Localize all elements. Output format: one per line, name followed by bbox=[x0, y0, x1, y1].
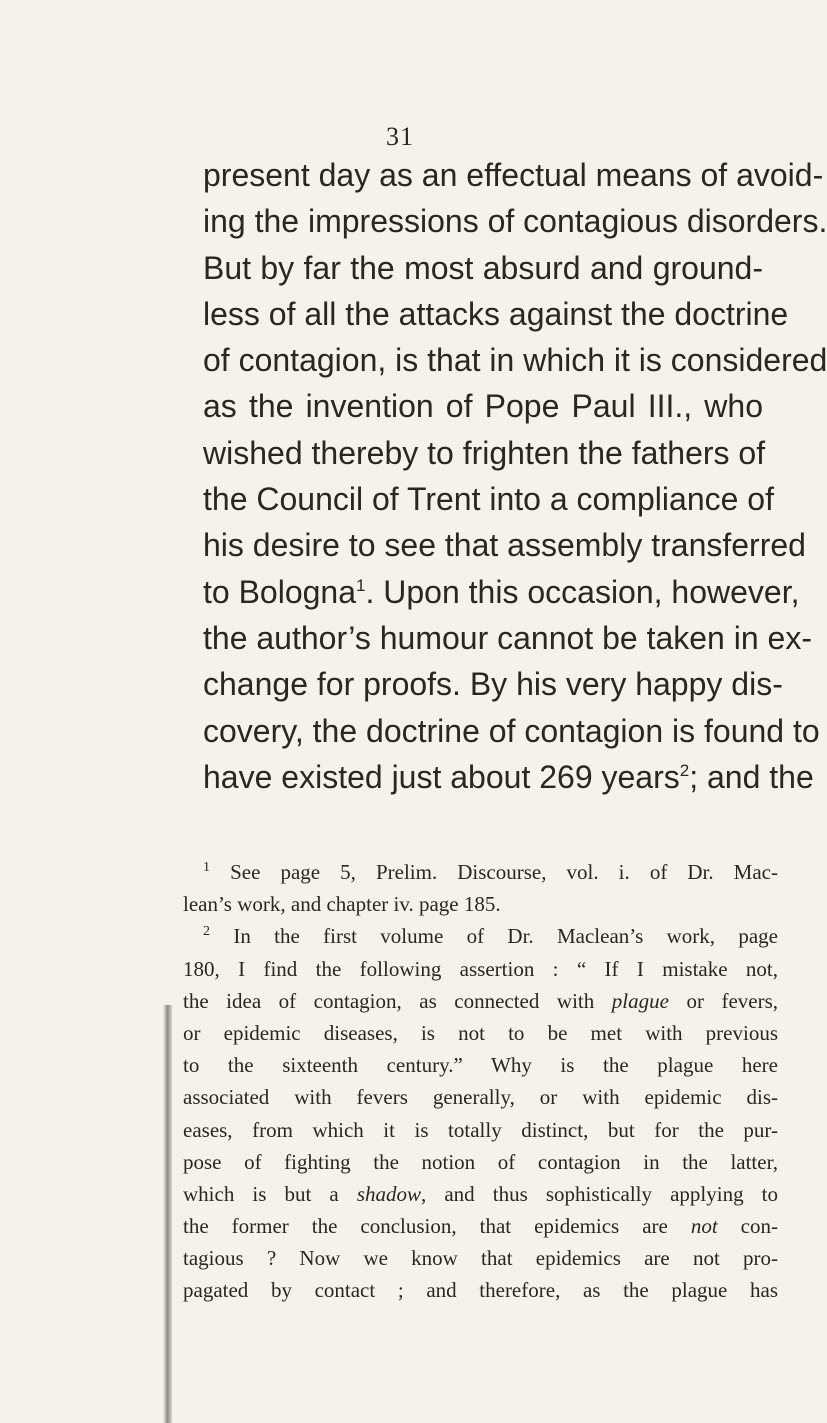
footnote-text: the idea of contagion, as connected with bbox=[183, 988, 612, 1013]
body-line-years bbox=[203, 754, 814, 800]
footnote-2-line: pose of fighting the notion of contagion in the latter, bbox=[183, 1149, 778, 1174]
footnote-text: In the first volume of Dr. Maclean’s work, page bbox=[233, 924, 778, 949]
body-line: the Council of Trent into a compliance of bbox=[203, 481, 774, 518]
body-text-fragment: ; and the bbox=[689, 758, 814, 795]
body-line: wished thereby to frighten the fathers of bbox=[203, 434, 766, 471]
footnote-2-line: to the sixteenth century.” Why is the plague here bbox=[183, 1053, 778, 1078]
footnote-text: or fevers, bbox=[668, 988, 779, 1013]
footnote-mark-1: 1 bbox=[203, 860, 210, 875]
body-text-fragment: . Upon this occasion, however, bbox=[365, 573, 800, 610]
body-line: covery, the doctrine of contagion is found to bbox=[203, 712, 820, 749]
body-line: the author’s humour cannot be taken in ex- bbox=[203, 619, 812, 656]
body-line: ing the impressions of contagious disorders. bbox=[203, 203, 827, 240]
footnote-text: See page 5, Prelim. Discourse, vol. i. of Dr. Mac- bbox=[230, 860, 778, 884]
footnote-2-line: eases, from which it is totally distinct, but for the pur- bbox=[183, 1117, 778, 1142]
footnote-2-line: pagated by contact ; and therefore, as the plague has bbox=[183, 1278, 778, 1303]
body-text-fragment: have existed just about 269 years bbox=[203, 758, 680, 795]
body-line: But by far the most absurd and ground- bbox=[203, 249, 763, 286]
footnote-2-line: 180, I find the following assertion : “ If I mistake not, bbox=[183, 956, 778, 981]
footnote-reference-1: 1 bbox=[356, 575, 366, 595]
footnote-text: , and thus sophistically applying to bbox=[421, 1181, 779, 1206]
body-text-fragment: to Bologna bbox=[203, 573, 357, 610]
footnote-2-line: or epidemic diseases, is not to be met with previous bbox=[183, 1020, 778, 1045]
footnote-text: the former the conclusion, that epidemics are bbox=[183, 1214, 691, 1239]
footnotes bbox=[183, 856, 778, 1307]
footnote-2-line: associated with fevers generally, or with epidemic dis- bbox=[183, 1085, 778, 1110]
body-text bbox=[203, 152, 827, 800]
body-line: of contagion, is that in which it is considered bbox=[203, 342, 827, 379]
footnote-italic-text: plague bbox=[611, 988, 669, 1013]
footnote-2-line bbox=[183, 985, 778, 1017]
footnote-2-line: tagious ? Now we know that epidemics are not pro- bbox=[183, 1246, 778, 1271]
footnote-1-line bbox=[183, 856, 778, 888]
footnote-italic-text: shadow bbox=[356, 1181, 422, 1206]
body-line: change for proofs. By his very happy dis- bbox=[203, 666, 783, 703]
body-line: his desire to see that assembly transferred bbox=[203, 527, 806, 564]
body-line: as the invention of Pope Paul III., who bbox=[203, 388, 763, 425]
footnote-2-line bbox=[183, 1178, 778, 1210]
footnote-italic-text: not bbox=[690, 1214, 718, 1239]
footnote-reference-2: 2 bbox=[679, 760, 690, 780]
footnote-2-line bbox=[183, 1210, 778, 1242]
body-line-bologna bbox=[203, 569, 800, 615]
footnote-mark-2: 2 bbox=[203, 924, 210, 940]
body-line: less of all the attacks against the doctrine bbox=[203, 295, 789, 332]
footnote-text: con- bbox=[717, 1214, 778, 1239]
page-edge-shadow bbox=[163, 1005, 172, 1423]
page-number: 31 bbox=[386, 122, 414, 151]
footnote-2-line bbox=[183, 920, 778, 952]
body-line: present day as an effectual means of avoid- bbox=[203, 157, 824, 193]
footnote-text: which is but a bbox=[183, 1181, 357, 1206]
footnote-1-line: lean’s work, and chapter iv. page 185. bbox=[183, 892, 501, 917]
